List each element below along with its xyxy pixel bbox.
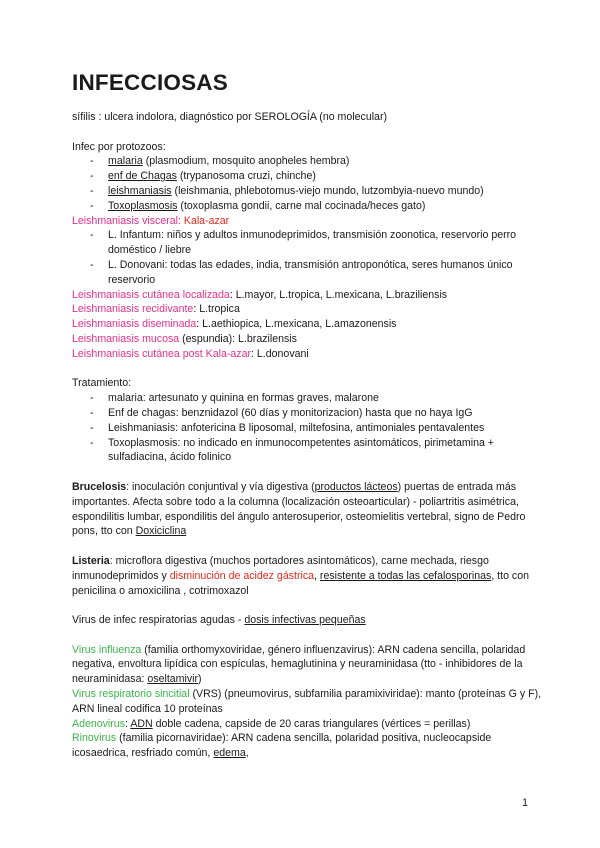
tratamiento-heading: Tratamiento: xyxy=(72,377,132,390)
page-number: 1 xyxy=(522,797,528,809)
leish-form-row: Leishmaniasis mucosa (espundia): L.brazilensis xyxy=(72,332,297,345)
list-item: - Enf de chagas: benznidazol (60 días y monitorizacion) hasta que no haya IgG xyxy=(72,406,542,421)
protozoo-name: malaria xyxy=(108,155,143,168)
list-item: - L. Donovani: todas las edades, india, transmisión antroponótica, seres humanos único reservorio xyxy=(72,258,542,288)
adenovirus-paragraph: Adenovirus: ADN doble cadena, capside de 20 caras triangulares (vértices = perillas) xyxy=(72,717,471,730)
document-page xyxy=(72,70,542,761)
leish-form-row: Leishmaniasis diseminada: L.aethiopica, L.mexicana, L.amazonensis xyxy=(72,318,397,331)
vrs-paragraph: Virus respiratorio sincitial (VRS) (pneumovirus, subfamilia paramixiviridae): manto (proteínas G y F), ARN lineal codifica 10 proteínas xyxy=(72,688,542,715)
list-item: - malaria (plasmodium, mosquito anopheles hembra) xyxy=(72,154,542,169)
list-item: - L. Infantum: niños y adultos inmunodeprimidos, transmisión zoonotica, reservorio perro doméstico / liebre xyxy=(72,228,542,258)
list-item: - Toxoplasmosis: no indicado en inmunocompetentes asintomáticos, pirimetamina + sulfadiacina, ácido folinico xyxy=(72,436,542,466)
list-item: - Leishmaniasis: anfotericina B liposomal, miltefosina, antimoniales pentavalentes xyxy=(72,421,542,436)
respiratorias-heading: Virus de infec respiratorias agudas - dosis infectivas pequeñas xyxy=(72,614,366,627)
protozoos-list xyxy=(72,154,542,213)
protozoos-heading: Infec por protozoos: xyxy=(72,140,166,153)
listeria-paragraph: Listeria: microflora digestiva (muchos portadores asintomáticos), carne mechada, riesgo inmunodeprimidos y disminución de acidez gástrica, resistente a todas las cefalosporinas, tto con penicilina o amoxicilina , cotrimoxazol xyxy=(72,554,529,597)
leish-form-row: Leishmaniasis recidivante: L.tropica xyxy=(72,303,240,316)
leish-form-row: Leishmaniasis cutánea localizada: L.mayor, L.tropica, L.mexicana, L.braziliensis xyxy=(72,288,448,301)
page-title: INFECCIOSAS xyxy=(72,70,228,95)
list-item: - enf de Chagas (trypanosoma cruzi, chinche) xyxy=(72,169,542,184)
protozoo-name: leishmaniasis xyxy=(108,184,172,197)
list-item: - malaria: artesunato y quinina en formas graves, malarone xyxy=(72,391,542,406)
tratamiento-list xyxy=(72,391,542,465)
protozoo-name: enf de Chagas xyxy=(108,170,177,183)
virus-influenza-paragraph: Virus influenza (familia orthomyxoviridae, género influenzavirus): ARN cadena sencilla, polaridad negativa, envoltura lipídica con espículas, hemaglutinina y neuraminidasa (tto - inhibidores de la neuraminidasa: oseltamivir) xyxy=(72,643,526,686)
sifilis-line: sífilis : ulcera indolora, diagnóstico por SEROLOGÍA (no molecular) xyxy=(72,111,388,123)
rinovirus-paragraph: Rinovirus (familia picornaviridae): ARN cadena sencilla, polaridad positiva, nucleocapside icosaedrica, resfriado común, edema, xyxy=(72,732,492,760)
protozoo-name: Toxoplasmosis xyxy=(108,199,178,212)
leish-form-row: Leishmaniasis cutánea post Kala-azar: L.donovani xyxy=(72,347,309,360)
list-item: - leishmaniasis (leishmania, phlebotomus-viejo mundo, lutzombyia-nuevo mundo) xyxy=(72,184,542,199)
brucelosis-paragraph: Brucelosis: inoculación conjuntival y vía digestiva (productos lácteos) puertas de entrada más importantes. Afecta sobre todo a la columna (localización osteoarticular) - poliartritis asimétrica, espondilitis lumbar, espondilitis del ángulo anterosuperior, osteomielitis vertebral, signo de Pedro pons, tto con Doxiciclina xyxy=(72,480,526,538)
visceral-heading: Leishmaniasis visceral: Kala-azar xyxy=(72,214,230,227)
visceral-list xyxy=(72,228,542,287)
list-item: - Toxoplasmosis (toxoplasma gondii, carne mal cocinada/heces gato) xyxy=(72,199,542,214)
